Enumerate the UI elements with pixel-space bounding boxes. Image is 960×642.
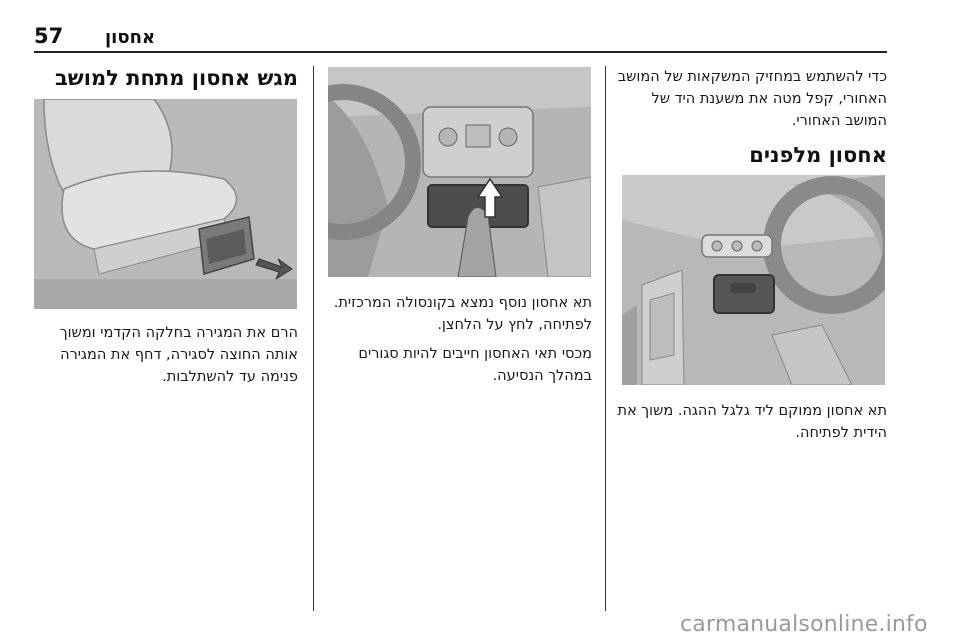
under-seat-text <box>34 322 298 395</box>
caption-text: תא אחסון ממוקם ליד גלגל ההגה. משוך את הידית לפתיחה. <box>617 403 887 441</box>
paragraph-text: תא אחסון נוסף נמצא בקונסולה המרכזית. לפתיחה, לחץ על הלחצן. <box>333 295 592 333</box>
front-storage-heading: אחסון מלפנים <box>749 143 887 167</box>
under-seat-heading: מגש אחסון מתחת למושב <box>55 66 298 90</box>
paragraph-text: מכסי תאי האחסון חייבים להיות סגורים במהלך הנסיעה. <box>358 346 592 384</box>
column-divider-left <box>313 66 314 611</box>
dashboard-storage-caption <box>615 400 887 451</box>
dashboard-storage-illustration <box>622 175 885 385</box>
cupholder-paragraph <box>615 66 887 139</box>
paragraph-text: הרם את המגירה בחלקה הקדמי ומשוך אותה החוצה לסגירה, דחף את המגירה פנימה עד להשתלבות. <box>59 325 298 385</box>
column-divider-right <box>605 66 606 611</box>
center-console-illustration <box>328 67 591 277</box>
paragraph-text: כדי להשתמש במחזיק המשקאות של המושב האחורי, קפל מטה את משענת היד של המושב האחורי. <box>617 69 887 129</box>
under-seat-drawer-illustration <box>34 99 297 309</box>
header-rule <box>34 51 887 53</box>
center-console-text <box>322 292 592 394</box>
section-title: אחסון <box>105 27 156 48</box>
site-watermark: carmanualsonline.info <box>680 612 928 637</box>
page-number: 57 <box>34 24 64 48</box>
